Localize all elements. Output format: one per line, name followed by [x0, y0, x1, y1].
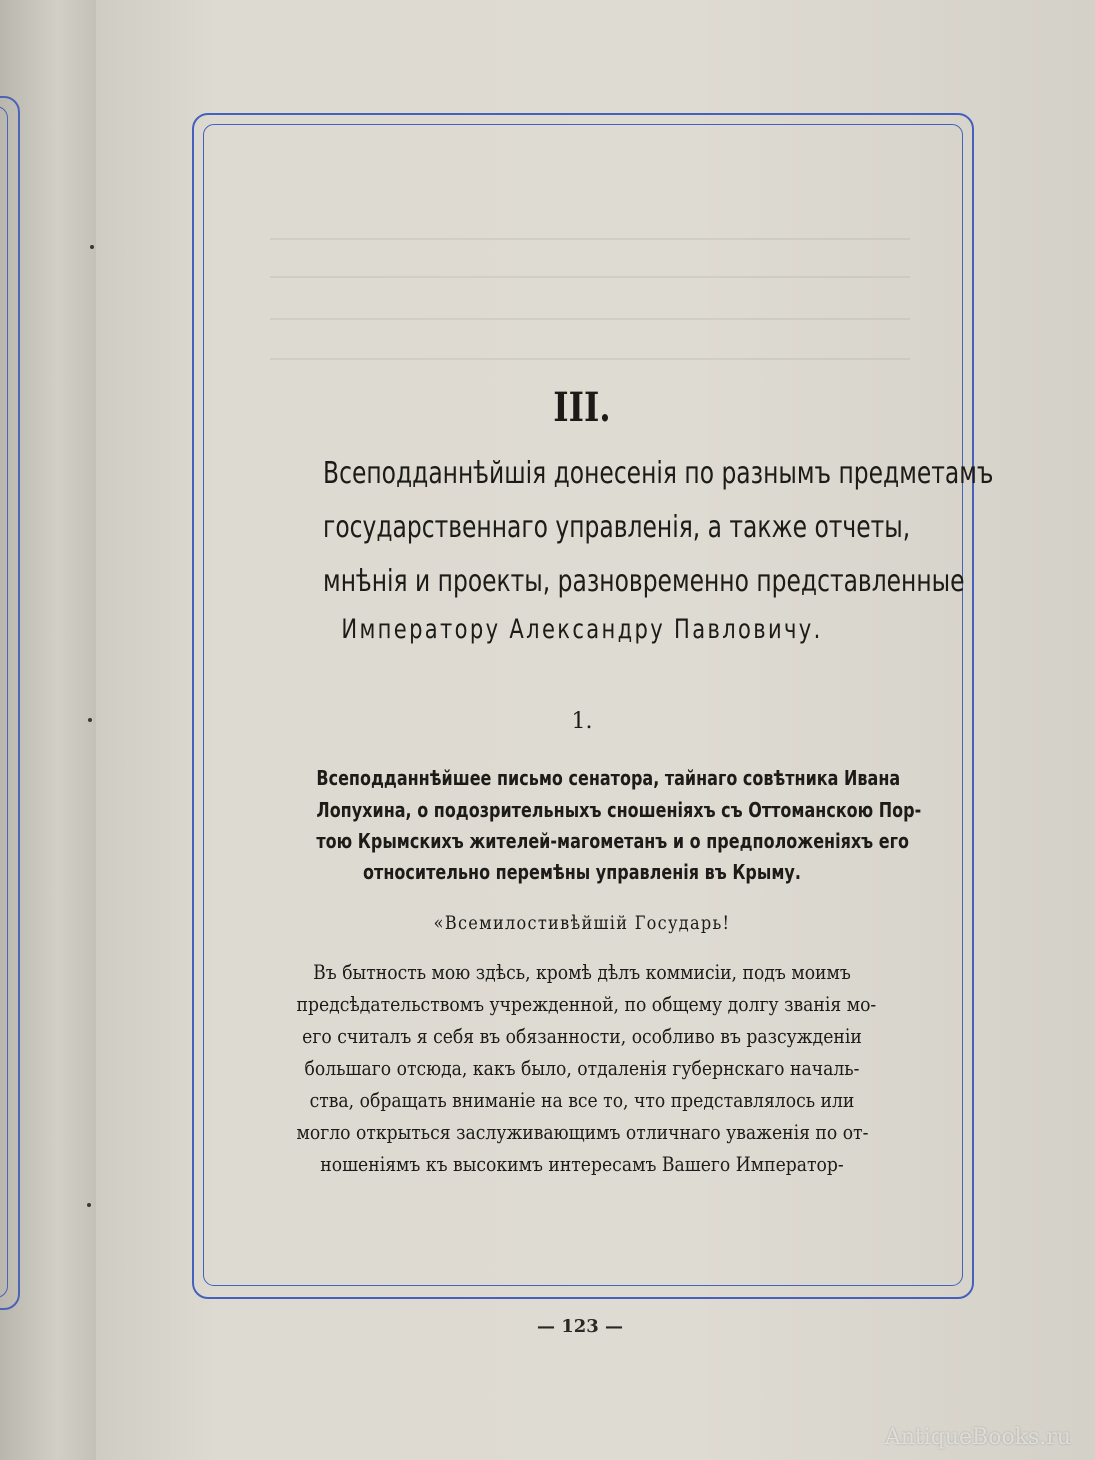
chapter-title-line: Всеподданнѣйшія донесенія по разнымъ предметамъ — [323, 456, 994, 491]
body-text-line: могло открыться заслуживающимъ отличнаго уваженія по от- — [296, 1120, 869, 1144]
show-through-text — [270, 318, 910, 320]
show-through-text — [270, 238, 910, 240]
body-text-line: предсѣдательствомъ учрежденной, по общему долгу званія мо- — [296, 992, 877, 1016]
page-speck — [87, 1203, 91, 1207]
site-watermark: AntiqueBooks.ru — [884, 1425, 1071, 1450]
body-text-line: большаго отсюда, какъ было, отдаленія губернскаго началь- — [304, 1056, 860, 1080]
body-text-line: ношеніямъ къ высокимъ интересамъ Вашего Император- — [320, 1152, 844, 1176]
document-heading-line: относительно перемѣны управленія въ Крыму. — [363, 860, 801, 884]
show-through-text — [270, 358, 910, 360]
document-number: 1. — [571, 709, 593, 734]
page-speck — [90, 245, 94, 249]
chapter-title-emperor: Императору Александру Павловичу. — [341, 614, 823, 645]
chapter-title-line: мнѣнія и проекты, разновременно представленные — [323, 564, 965, 599]
left-page-frame-inner — [0, 106, 8, 1298]
body-text-line: ства, обращать вниманіе на все то, что представлялось или — [309, 1088, 855, 1112]
document-heading-line: тою Крымскихъ жителей-магометанъ и о предположеніяхъ его — [316, 829, 909, 853]
chapter-numeral: III. — [553, 384, 611, 431]
page-speck — [88, 718, 92, 722]
adjacent-left-page — [0, 0, 96, 1460]
document-heading-line: Лопухина, о подозрительныхъ сношеніяхъ съ Оттоманскою Пор- — [316, 798, 922, 822]
body-text-line: его считалъ я себя въ обязанности, особливо въ разсужденіи — [302, 1024, 862, 1048]
show-through-text — [270, 276, 910, 278]
letter-salutation: «Всемилостивѣйшій Государь! — [433, 912, 731, 934]
body-text-line: Въ бытность мою здѣсь, кромѣ дѣлъ коммисіи, подъ моимъ — [313, 960, 851, 984]
document-heading-line: Всеподданнѣйшее письмо сенатора, тайнаго совѣтника Ивана — [316, 766, 901, 790]
page-number: — 123 — — [536, 1316, 624, 1337]
chapter-title-line: государственнаго управленія, а также отчеты, — [323, 510, 911, 545]
